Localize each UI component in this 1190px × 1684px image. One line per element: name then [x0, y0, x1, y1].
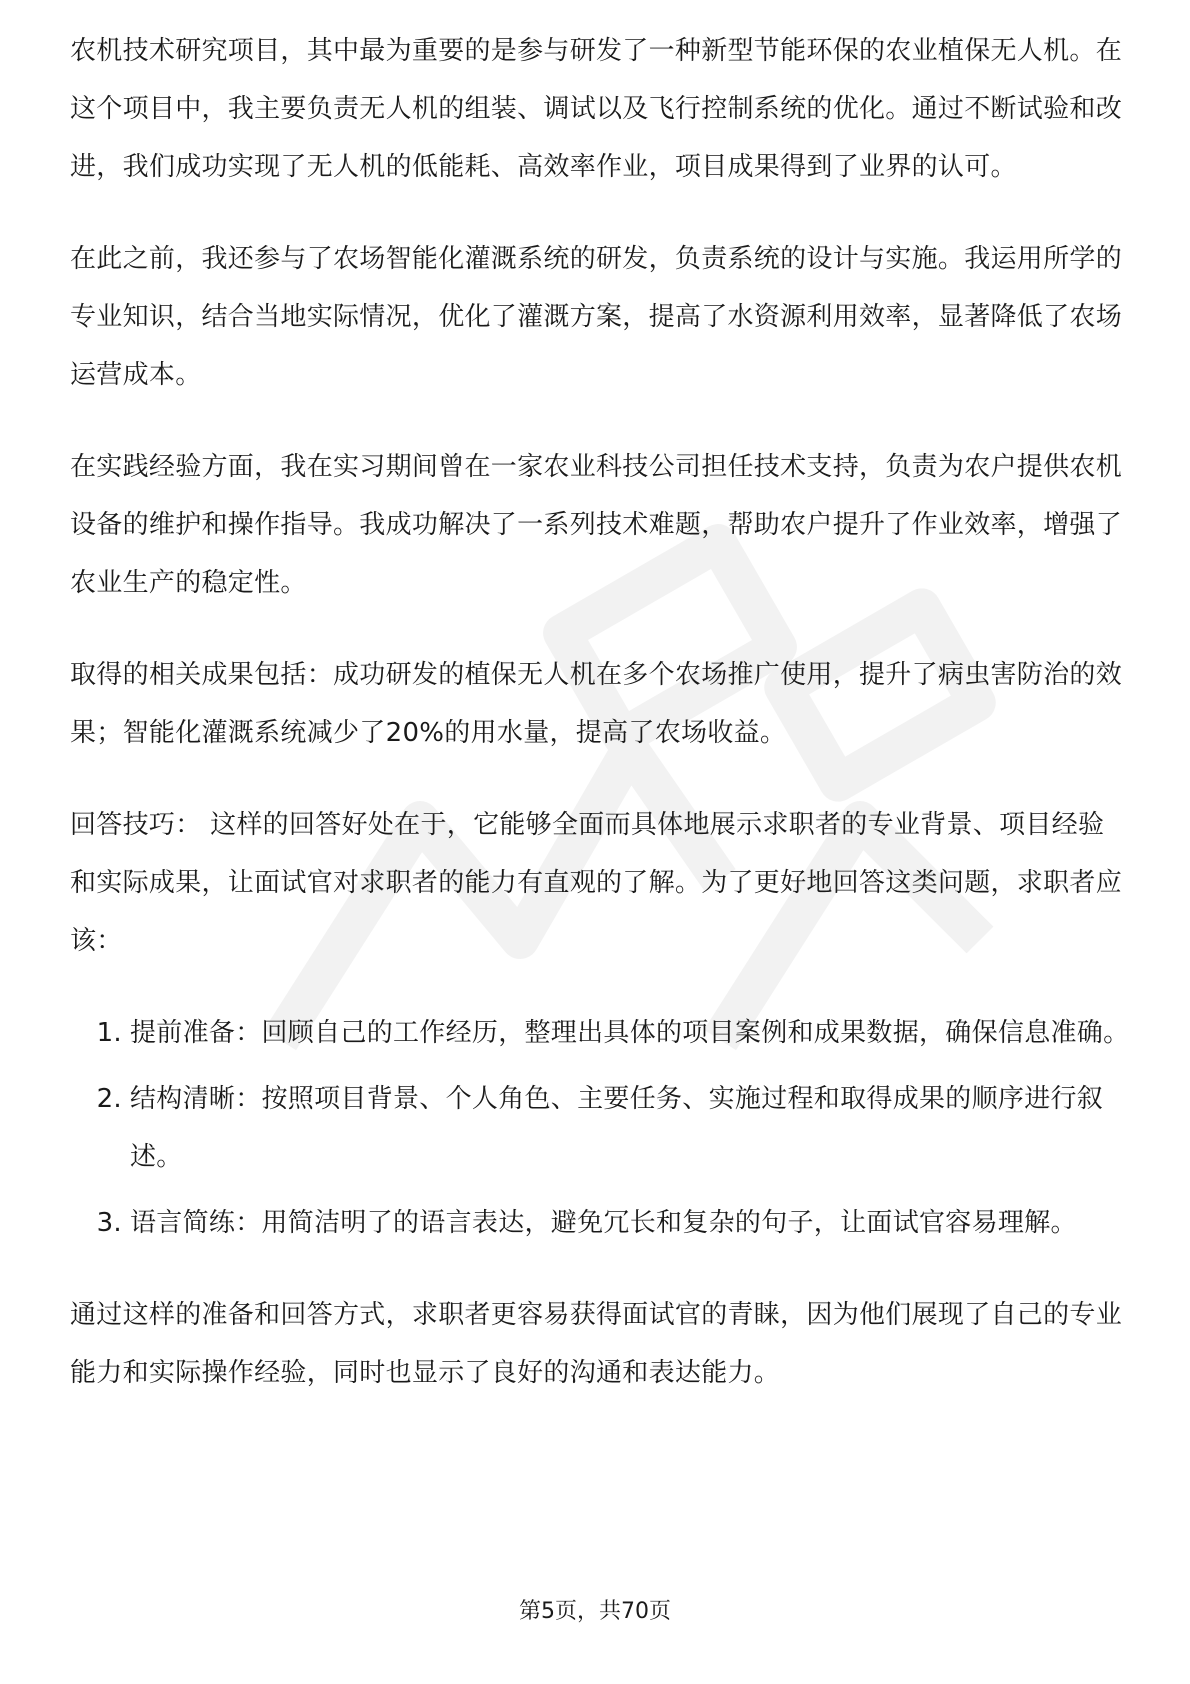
paragraph-achievements: 取得的相关成果包括：成功研发的植保无人机在多个农场推广使用，提升了病虫害防治的效果；智能化灌溉系统减少了20%的用水量，提高了农场收益。	[70, 660, 1123, 748]
paragraph-irrigation-system: 在此之前，我还参与了农场智能化灌溉系统的研发，负责系统的设计与实施。我运用所学的专业知识，结合当地实际情况，优化了灌溉方案，提高了水资源利用效率，显著降低了农场运营成本。	[70, 244, 1123, 390]
paragraph-practical-experience: 在实践经验方面，我在实习期间曾在一家农业科技公司担任技术支持，负责为农户提供农机设备的维护和操作指导。我成功解决了一系列技术难题，帮助农户提升了作业效率，增强了农业生产的稳定性。	[70, 452, 1123, 598]
list-item-number: 2.	[96, 1084, 122, 1114]
paragraph-project-experience: 农机技术研究项目，其中最为重要的是参与研发了一种新型节能环保的农业植保无人机。在这个项目中，我主要负责无人机的组装、调试以及飞行控制系统的优化。通过不断试验和改进，我们成功实现了无人机的低能耗、高效率作业，项目成果得到了业界的认可。	[70, 36, 1123, 182]
list-item-number: 1.	[96, 1018, 122, 1048]
list-item	[70, 1004, 1130, 1062]
list-item-number: 3.	[96, 1208, 122, 1238]
list-item	[70, 1194, 1130, 1252]
list-item	[70, 1070, 1130, 1186]
list-item-text: 语言简练：用简洁明了的语言表达，避免冗长和复杂的句子，让面试官容易理解。	[130, 1208, 1077, 1238]
paragraph-answer-tips: 回答技巧： 这样的回答好处在于，它能够全面而具体地展示求职者的专业背景、项目经验和实际成果，让面试官对求职者的能力有直观的了解。为了更好地回答这类问题，求职者应该：	[70, 810, 1123, 956]
tips-list	[70, 1004, 1130, 1252]
main-content	[70, 22, 1130, 1436]
list-item-text: 提前准备：回顾自己的工作经历，整理出具体的项目案例和成果数据，确保信息准确。	[130, 1018, 1130, 1048]
list-item-text: 结构清晰：按照项目背景、个人角色、主要任务、实施过程和取得成果的顺序进行叙述。	[130, 1084, 1104, 1172]
paragraph-conclusion: 通过这样的准备和回答方式，求职者更容易获得面试官的青睐，因为他们展现了自己的专业能力和实际操作经验，同时也显示了良好的沟通和表达能力。	[70, 1300, 1123, 1388]
page-footer: 第5页，共70页	[519, 1599, 671, 1624]
